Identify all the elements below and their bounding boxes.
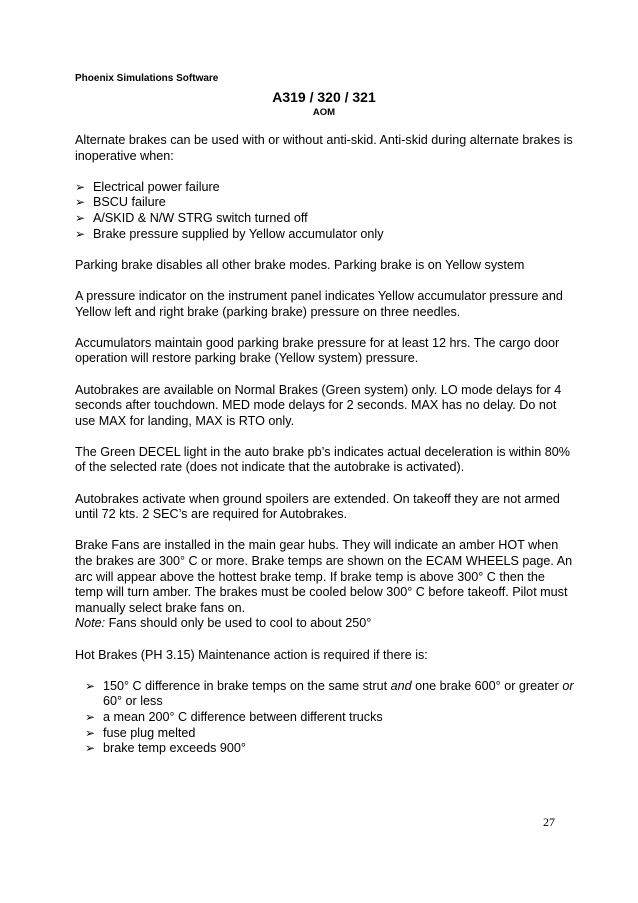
list-item-text: Electrical power failure <box>93 179 220 194</box>
list-item <box>85 679 575 710</box>
list-item-text: a mean 200° C difference between different trucks <box>103 709 383 724</box>
arrow-bullet-icon: ➢ <box>75 179 86 194</box>
paragraph-parking-brake: Parking brake disables all other brake modes. Parking brake is on Yellow system <box>75 257 525 272</box>
page-number: 27 <box>543 815 555 829</box>
brake-fans-text: Brake Fans are installed in the main gear hubs. They will indicate an amber HOT when the brakes are 300° C or more. Brake temps are shown on the ECAM WHEELS page. An arc will appear above the hottest brake temp. If brake temp is above 300° C then the temp will turn amber. The brakes must be cooled below 300° C before takeoff. Pilot must manually select brake fans on. <box>75 538 573 615</box>
paragraph-pressure-indicator: A pressure indicator on the instrument panel indicates Yellow accumulator pressure and Yellow left and right brake (parking brake) pressure on three needles. <box>75 288 563 319</box>
antiskid-inoperative-list <box>75 180 575 242</box>
list-item <box>85 726 575 742</box>
company-name: Phoenix Simulations Software <box>75 73 219 84</box>
list-item-text: BSCU failure <box>93 195 166 210</box>
document-body <box>75 133 575 772</box>
list-item-text: brake temp exceeds 900° <box>103 741 246 756</box>
title-text: A319 / 320 / 321 <box>272 89 376 105</box>
document-subtitle <box>0 107 638 118</box>
arrow-bullet-icon: ➢ <box>85 741 96 756</box>
list-item <box>75 195 575 211</box>
paragraph-hot-brakes: Hot Brakes (PH 3.15) Maintenance action is required if there is: <box>75 647 428 662</box>
note-text: Fans should only be used to cool to about 250° <box>105 616 372 631</box>
list-item-text: 60° or less <box>103 694 163 709</box>
paragraph-decel-light: The Green DECEL light in the auto brake pb’s indicates actual deceleration is within 80% of the selected rate (does not indicate that the autobrake is activated). <box>75 444 570 475</box>
list-item-text: A/SKID & N/W STRG switch turned off <box>93 210 308 225</box>
document-title <box>0 89 638 105</box>
list-item <box>75 227 575 243</box>
list-item-text: one brake 600° or greater <box>411 678 563 693</box>
arrow-bullet-icon: ➢ <box>75 210 86 225</box>
list-item-text: 150° C difference in brake temps on the same strut <box>103 678 391 693</box>
arrow-bullet-icon: ➢ <box>85 709 96 724</box>
list-item <box>85 741 575 757</box>
arrow-bullet-icon: ➢ <box>85 678 96 693</box>
arrow-bullet-icon: ➢ <box>75 195 86 210</box>
paragraph-alternate-brakes: Alternate brakes can be used with or without anti-skid. Anti-skid during alternate brakes is inoperative when: <box>75 133 573 163</box>
note-label: Note: <box>75 616 106 631</box>
subtitle-text: AOM <box>312 107 336 118</box>
arrow-bullet-icon: ➢ <box>75 226 86 241</box>
list-item <box>75 211 575 227</box>
list-item-text: fuse plug melted <box>103 725 196 740</box>
list-item <box>75 180 575 196</box>
hot-brakes-list <box>75 679 575 757</box>
paragraph-brake-fans <box>75 538 575 632</box>
list-item-text: Brake pressure supplied by Yellow accumulator only <box>93 226 384 241</box>
list-item-emphasis: and <box>390 678 412 693</box>
paragraph-accumulators: Accumulators maintain good parking brake pressure for at least 12 hrs. The cargo door operation will restore parking brake (Yellow system) pressure. <box>75 335 560 366</box>
paragraph-autobrakes-modes: Autobrakes are available on Normal Brakes (Green system) only. LO mode delays for 4 seconds after touchdown. MED mode delays for 2 seconds. MAX has no delay. Do not use MAX for landing, MAX is RTO only. <box>75 382 562 428</box>
list-item-emphasis: or <box>562 678 574 693</box>
arrow-bullet-icon: ➢ <box>85 725 96 740</box>
paragraph-autobrakes-activation: Autobrakes activate when ground spoilers are extended. On takeoff they are not armed until 72 kts. 2 SEC’s are required for Autobrakes. <box>75 491 560 522</box>
list-item <box>85 710 575 726</box>
